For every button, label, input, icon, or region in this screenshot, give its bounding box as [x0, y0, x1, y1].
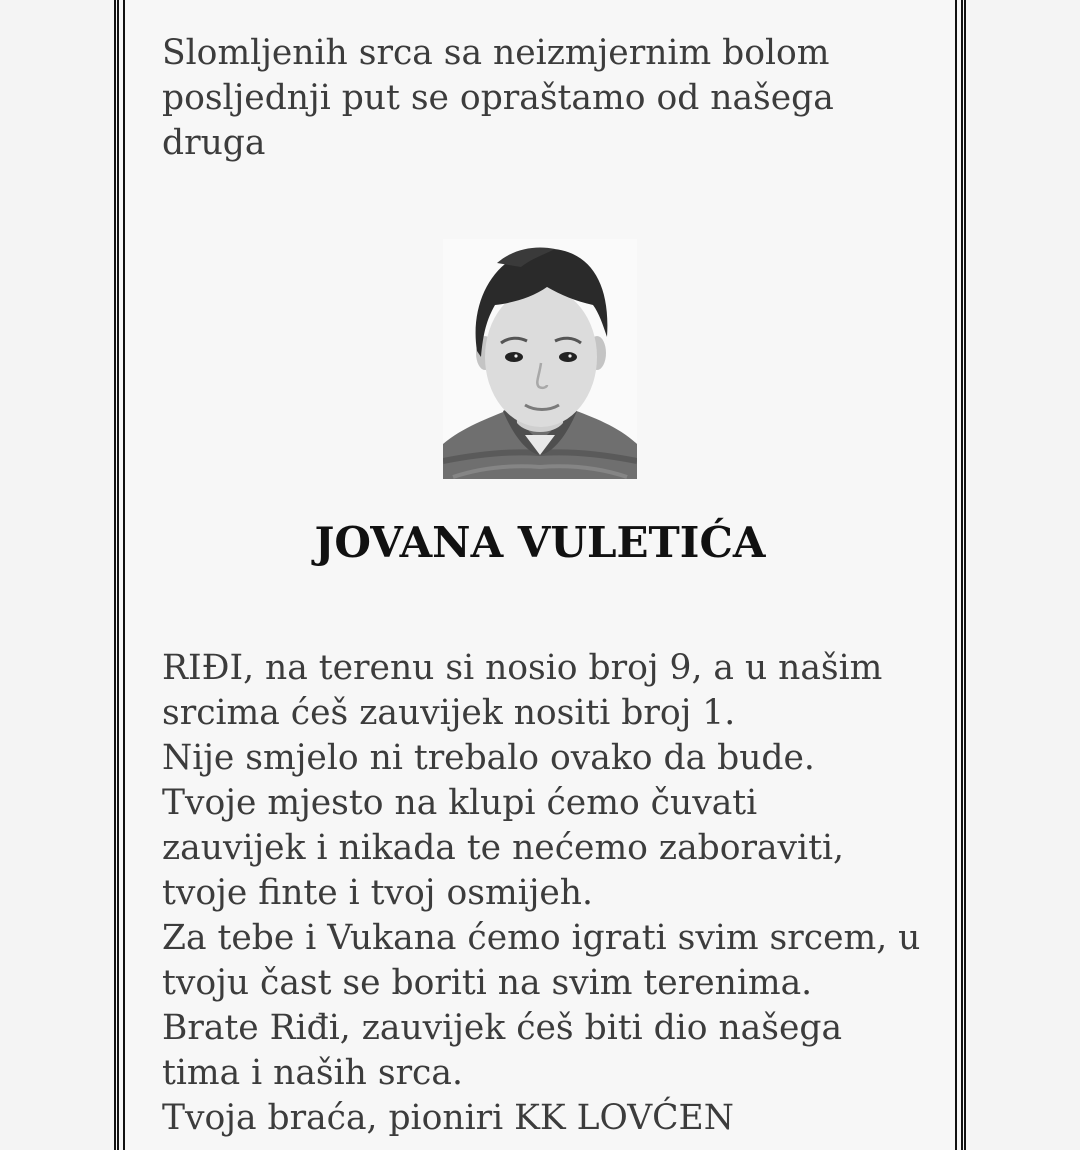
- body-text: [162, 646, 920, 1141]
- intro-line: Slomljenih srca sa neizmjernim bolom: [162, 33, 830, 73]
- deceased-name: JOVANA VULETIĆA: [314, 518, 766, 567]
- body-line: Za tebe i Vukana ćemo igrati svim srcem, u: [162, 918, 921, 958]
- body-line: srcima ćeš zauvijek nositi broj 1.: [162, 693, 736, 733]
- body-line: Tvoje mjesto na klupi ćemo čuvati: [162, 783, 758, 823]
- portrait-photo-icon: [443, 239, 637, 479]
- body-line: Brate Riđi, zauvijek ćeš biti dio našega: [162, 1008, 843, 1048]
- body-line: RIĐI, na terenu si nosio broj 9, a u našim: [162, 648, 883, 688]
- signature-line: Tvoja braća, pioniri KK LOVĆEN: [162, 1098, 734, 1138]
- portrait-photo-icon: [443, 239, 637, 479]
- body-line: tima i naših srca.: [162, 1053, 463, 1093]
- intro-text: [162, 31, 834, 166]
- body-line: tvoju čast se boriti na svim terenima.: [162, 963, 813, 1003]
- body-line: tvoje finte i tvoj osmijeh.: [162, 873, 593, 913]
- intro-line: posljednji put se opraštamo od našega: [162, 78, 834, 118]
- intro-line: druga: [162, 123, 266, 163]
- body-line: zauvijek i nikada te nećemo zaboraviti,: [162, 828, 844, 868]
- body-line: Nije smjelo ni trebalo ovako da bude.: [162, 738, 815, 778]
